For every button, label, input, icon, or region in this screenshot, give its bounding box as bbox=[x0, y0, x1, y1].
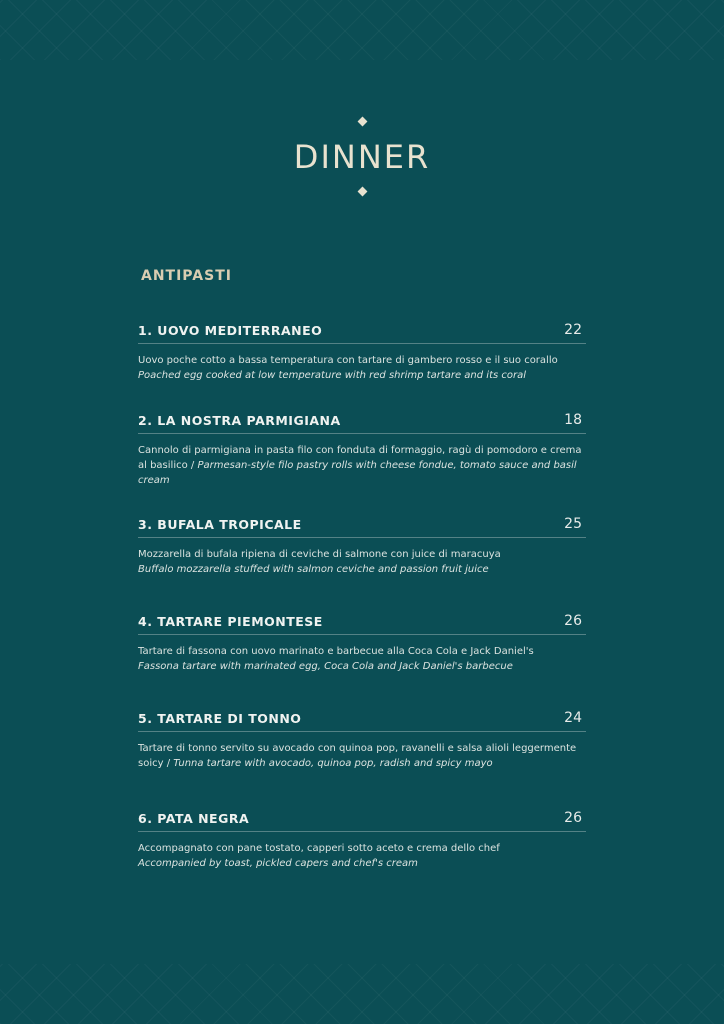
menu-item-description bbox=[138, 547, 586, 577]
diamond-ornament-bottom-icon bbox=[357, 187, 367, 197]
description-italian: Accompagnato con pane tostato, capperi sotto aceto e crema dello chef bbox=[138, 843, 500, 854]
description-english: Fassona tartare with marinated egg, Coca Cola and Jack Daniel's barbecue bbox=[138, 661, 513, 672]
menu-item-price: 18 bbox=[564, 412, 582, 428]
menu-item-price: 24 bbox=[564, 710, 582, 726]
menu-item-header bbox=[138, 412, 586, 434]
description-italian: Tartare di fassona con uovo marinato e barbecue alla Coca Cola e Jack Daniel's bbox=[138, 646, 534, 657]
description-english: Parmesan-style filo pastry rolls with cheese fondue, tomato sauce and basil cream bbox=[138, 460, 577, 486]
section-title: ANTIPASTI bbox=[141, 268, 232, 284]
menu-item-header bbox=[138, 322, 586, 344]
menu-item-price: 26 bbox=[564, 613, 582, 629]
menu-item-price: 22 bbox=[564, 322, 582, 338]
menu-item-header bbox=[138, 710, 586, 732]
menu-item-description bbox=[138, 741, 586, 771]
menu-item bbox=[138, 322, 586, 383]
description-italian: Mozzarella di bufala ripiena di ceviche di salmone con juice di maracuya bbox=[138, 549, 501, 560]
menu-item-name: 2. LA NOSTRA PARMIGIANA bbox=[138, 413, 341, 428]
menu-item-name: 1. UOVO MEDITERRANEO bbox=[138, 323, 323, 338]
menu-item-description bbox=[138, 841, 586, 871]
menu-item-price: 26 bbox=[564, 810, 582, 826]
menu-item-description bbox=[138, 443, 586, 488]
decorative-pattern-top bbox=[0, 0, 724, 60]
description-italian: Uovo poche cotto a bassa temperatura con tartare di gambero rosso e il suo corallo bbox=[138, 355, 558, 366]
description-english: Buffalo mozzarella stuffed with salmon ceviche and passion fruit juice bbox=[138, 564, 489, 575]
menu-item bbox=[138, 710, 586, 771]
description-english: Poached egg cooked at low temperature with red shrimp tartare and its coral bbox=[138, 370, 527, 381]
menu-item-name: 3. BUFALA TROPICALE bbox=[138, 517, 302, 532]
menu-item-name: 6. PATA NEGRA bbox=[138, 811, 250, 826]
description-english: Tunna tartare with avocado, quinoa pop, radish and spicy mayo bbox=[173, 758, 493, 769]
menu-header bbox=[0, 118, 724, 195]
menu-item-header bbox=[138, 613, 586, 635]
menu-item-description bbox=[138, 644, 586, 674]
decorative-pattern-bottom bbox=[0, 964, 724, 1024]
diamond-ornament-top-icon bbox=[357, 117, 367, 127]
menu-item-price: 25 bbox=[564, 516, 582, 532]
menu-item-description bbox=[138, 353, 586, 383]
menu-item-header bbox=[138, 810, 586, 832]
description-english: Accompanied by toast, pickled capers and chef's cream bbox=[138, 858, 418, 869]
menu-item bbox=[138, 613, 586, 674]
page-title: DINNER bbox=[293, 138, 431, 176]
description-italian: Tartare di tonno servito su avocado con quinoa pop, ravanelli e salsa alioli leggermente soicy / bbox=[138, 743, 577, 769]
menu-item-name: 4. TARTARE PIEMONTESE bbox=[138, 614, 323, 629]
menu-item bbox=[138, 516, 586, 577]
description-italian: Cannolo di parmigiana in pasta filo con fonduta di formaggio, ragù di pomodoro e crema al basilico / bbox=[138, 445, 582, 471]
menu-item bbox=[138, 412, 586, 488]
menu-item-name: 5. TARTARE DI TONNO bbox=[138, 711, 302, 726]
menu-item bbox=[138, 810, 586, 871]
menu-item-header bbox=[138, 516, 586, 538]
